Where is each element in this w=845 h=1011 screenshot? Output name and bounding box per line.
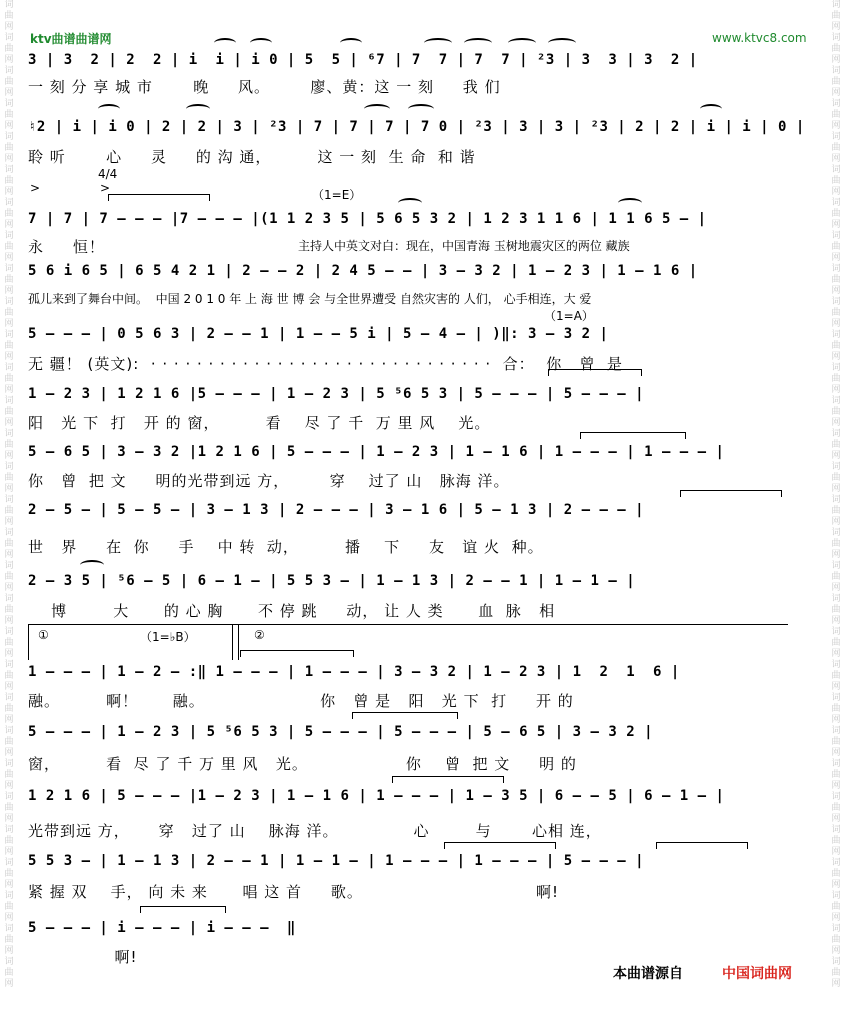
tie-bracket [392,776,504,783]
slur-mark [80,560,104,570]
lyric-line-2: 聆 听 心 灵 的 沟 通， 这 一 刻 生 命 和 谐 [28,148,476,166]
notation-line-5: 5 — — — | 0 5 6 3 | 2 — — 1 | 1 — — 5 i | 5 — 4 — | )‖: 3 — 3 2 | [28,326,609,342]
lyric-line-7: 你 曾 把 文 明的光带到远 方， 穿 过了 山 脉海 洋。 [28,472,510,490]
tie-bracket [580,432,686,439]
notation-line-6: 1 — 2 3 | 1 2 1 6 |5 — — — | 1 — 2 3 | 5 ⁵6 5 3 | 5 — — — | 5 — — — | [28,386,645,402]
site-url-right: www.ktvc8.com [712,31,807,45]
lyric-line-6: 阳 光 下 打 开 的 窗， 看 尽 了 千 万 里 风 光。 [28,414,491,432]
slur-mark [398,198,422,208]
first-ending-mark: ① [38,628,49,642]
tie-bracket [108,194,210,201]
slur-mark [408,104,434,114]
lyric-line-9: 博 大 的 心 胸 不 停 跳 动， 让 人 类 血 脉 相 [28,602,556,620]
volta-left-edge [28,624,29,660]
slur-mark [250,38,272,48]
notation-line-4: 5 6 i 6 5 | 6 5 4 2 1 | 2 — — 2 | 2 4 5 — — | 3 — 3 2 | 1 — 2 3 | 1 — 1 6 | [28,263,698,279]
tie-bracket [140,906,226,913]
tie-bracket [680,490,782,497]
site-name-left: ktv曲谱曲谱网 [30,32,112,46]
volta-divider [232,624,233,660]
notation-line-11: 5 — — — | 1 — 2 3 | 5 ⁵6 5 3 | 5 — — — | 5 — — — | 5 — 6 5 | 3 — 3 2 | [28,724,654,740]
slur-mark [364,104,390,114]
notation-line-9: 2 — 3 5 | ⁵6 — 5 | 6 — 1 — | 5 5 3 — | 1 — 1 3 | 2 — — 1 | 1 — 1 — | [28,573,636,589]
slur-mark [98,104,120,114]
source-name: 中国词曲网 [722,966,792,982]
lyric-line-14: 啊! [28,948,138,966]
tie-bracket [548,369,642,376]
lyric-line-1: 一 刻 分 享 城 市 晚 风。 廖、黄：这 一 刻 我 们 [28,78,501,96]
key-signature-a: （1=A） [544,309,594,323]
notation-line-8: 2 — 5 — | 5 — 5 — | 3 — 1 3 | 2 — — — | 3 — 1 6 | 5 — 1 3 | 2 — — — | [28,502,645,518]
slur-mark [214,38,236,48]
key-signature-bb: （1=♭B） [140,630,196,644]
host-dialogue-1: 主持人中英文对白：现在，中国青海 玉树地震灾区的两位 藏族 [298,239,630,253]
notation-line-10: 1 — — — | 1 — 2 — :‖ 1 — — — | 1 — — — | 3 — 3 2 | 1 — 2 3 | 1 2 1 6 | [28,664,680,680]
lyric-line-11: 窗， 看 尽 了 千 万 里 风 光。 你 曾 把 文 明 的 [28,755,577,773]
lyric-line-8: 世 界 在 你 手 中 转 动， 播 下 友 谊 火 种。 [28,538,544,556]
volta-divider-2 [238,624,239,660]
lyric-line-4: 孤儿来到了舞台中间。 中国 2 0 1 0 年 上 海 世 博 会 与全世界遭受 自然灾害的 人们， 心手相连，大 爱 [28,292,592,306]
volta-top-line [28,624,788,625]
notation-line-3: 7 | 7 | 7 — — — |7 — — — |(1 1 2 3 5 | 5 6 5 3 2 | 1 2 3 1 1 6 | 1 1 6 5 — | [28,211,707,227]
lyric-line-3: 永 恒！ [28,238,105,256]
slur-mark [424,38,452,48]
tie-bracket [352,712,458,719]
watermark-right: 词曲网词曲网词曲网词曲网词曲网词曲网词曲网词曲网词曲网词曲网词曲网词曲网词曲网词曲网词曲网词曲网词曲网词曲网词曲网词曲网词曲网词曲网词曲网词曲网词曲网词曲网词曲网词曲网词曲网词曲网 [831,0,841,989]
notation-line-7: 5 — 6 5 | 3 — 3 2 |1 2 1 6 | 5 — — — | 1 — 2 3 | 1 — 1 6 | 1 — — — | 1 — — — | [28,444,725,460]
slur-mark [548,38,576,48]
second-ending-mark: ② [254,628,265,642]
lyric-line-13: 紧 握 双 手， 向 未 来 唱 这 首 歌。 啊! [28,883,559,901]
time-signature: 4/4 [98,167,118,181]
tie-bracket [444,842,556,849]
notation-line-13: 5 5 3 — | 1 — 1 3 | 2 — — 1 | 1 — 1 — | 1 — — — | 1 — — — | 5 — — — | [28,853,645,869]
lyric-line-5: 无 疆！ (英文): · · · · · · · · · · · · · · · · · · · · · · · · · · · · · · 合： 你 曾 是 [28,355,624,373]
notation-line-14: 5 — — — | i — — — | i — — — ‖ [28,920,296,936]
accent-mark-1: > [30,181,41,195]
slur-mark [700,104,722,114]
lyric-line-12: 光带到远 方， 穿 过了 山 脉海 洋。 心 与 心相 连， [28,822,602,840]
lyric-line-10: 融。 啊！ 融。 你 曾 是 阳 光 下 打 开 的 [28,692,574,710]
slur-mark [464,38,492,48]
tie-bracket [240,650,354,657]
notation-line-2: ♮2 | i | i 0 | 2 | 2 | 3 | ²3 | 7 | 7 | 7 | 7 0 | ²3 | 3 | 3 | ²3 | 2 | 2 | i | i | 0 | [28,119,805,135]
accent-mark-2: > [100,181,111,195]
source-label: 本曲谱源自 [613,966,683,982]
slur-mark [340,38,362,48]
slur-mark [508,38,536,48]
notation-line-1: 3 | 3 2 | 2 2 | i i | i 0 | 5 5 | ⁶7 | 7 7 | 7 7 | ²3 | 3 3 | 3 2 | [28,52,698,68]
slur-mark [186,104,210,114]
watermark-left: 词曲网词曲网词曲网词曲网词曲网词曲网词曲网词曲网词曲网词曲网词曲网词曲网词曲网词曲网词曲网词曲网词曲网词曲网词曲网词曲网词曲网词曲网词曲网词曲网词曲网词曲网词曲网词曲网词曲网词曲网 [4,0,14,989]
tie-bracket [656,842,748,849]
notation-line-12: 1 2 1 6 | 5 — — — |1 — 2 3 | 1 — 1 6 | 1 — — — | 1 — 3 5 | 6 — — 5 | 6 — 1 — | [28,788,725,804]
slur-mark [618,198,642,208]
key-signature-e: （1=E） [312,188,362,202]
